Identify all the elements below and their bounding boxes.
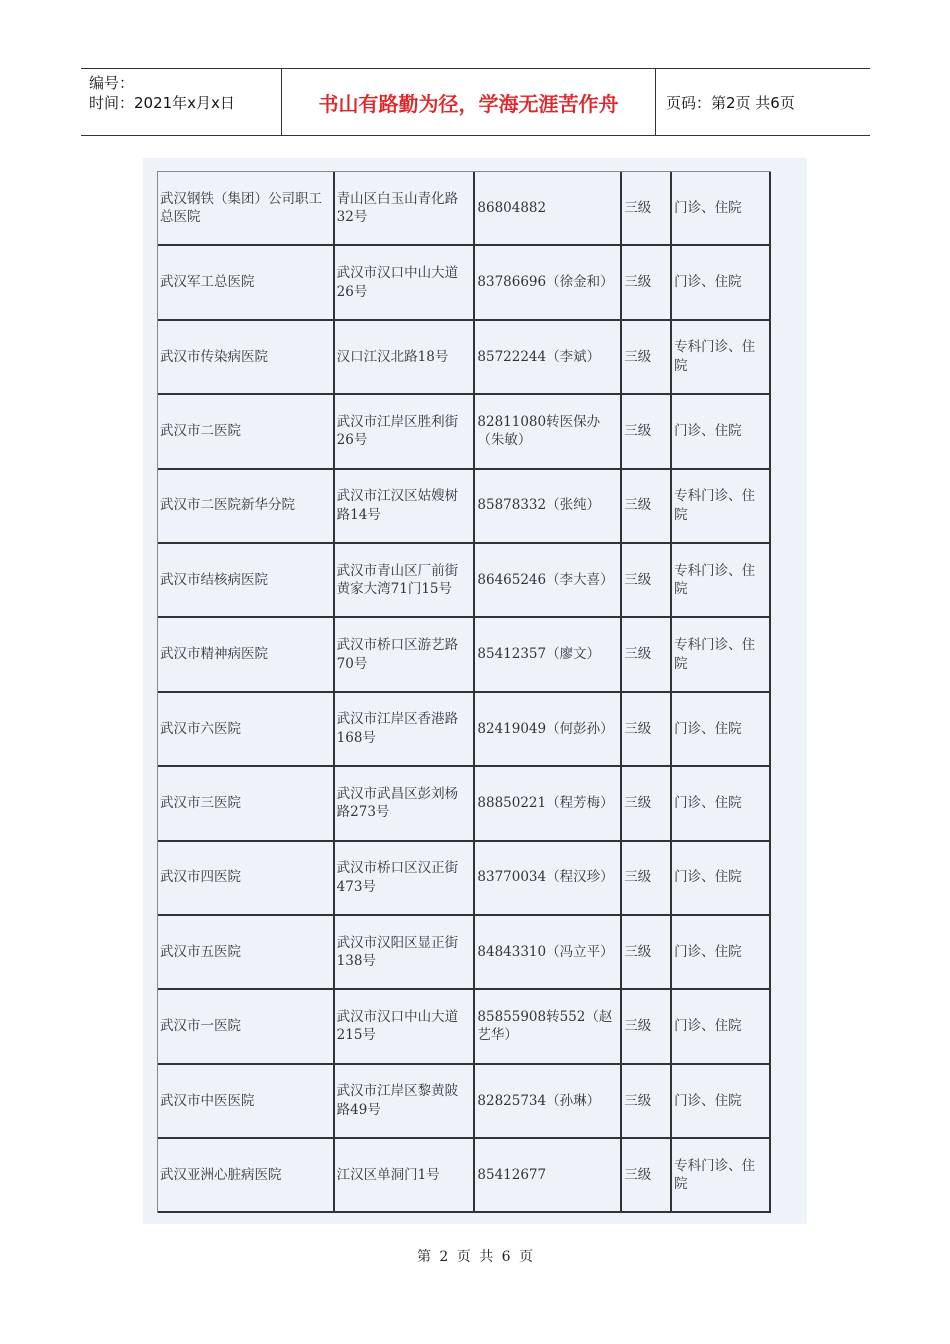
table-row bbox=[158, 767, 771, 841]
hospital-name-cell: 武汉市传染病医院 bbox=[158, 321, 335, 395]
service-cell: 专科门诊、住院 bbox=[672, 470, 771, 544]
address-cell: 武汉市桥口区汉正街473号 bbox=[335, 842, 476, 916]
service-cell: 专科门诊、住院 bbox=[672, 544, 771, 618]
address-cell: 江汉区单洞门1号 bbox=[335, 1139, 476, 1213]
phone-cell: 85412677 bbox=[475, 1139, 622, 1213]
phone-cell: 86465246（李大喜） bbox=[475, 544, 622, 618]
level-cell: 三级 bbox=[622, 618, 672, 692]
hospital-name-cell: 武汉钢铁（集团）公司职工总医院 bbox=[158, 172, 335, 246]
level-cell: 三级 bbox=[622, 470, 672, 544]
level-cell: 三级 bbox=[622, 172, 672, 246]
table-row bbox=[158, 1065, 771, 1139]
table-row bbox=[158, 693, 771, 767]
page-header bbox=[81, 68, 870, 136]
table-row bbox=[158, 842, 771, 916]
address-cell: 武汉市江岸区香港路168号 bbox=[335, 693, 476, 767]
hospital-name-cell: 武汉军工总医院 bbox=[158, 246, 335, 320]
page-footer: 第 2 页 共 6 页 bbox=[416, 1249, 534, 1265]
header-page-info: 页码：第2页 共6页 bbox=[666, 93, 795, 112]
table-row bbox=[158, 544, 771, 618]
service-cell: 门诊、住院 bbox=[672, 767, 771, 841]
header-meta bbox=[81, 69, 282, 135]
phone-cell: 83786696（徐金和） bbox=[475, 246, 622, 320]
service-cell: 门诊、住院 bbox=[672, 395, 771, 469]
table-row bbox=[158, 916, 771, 990]
service-cell: 门诊、住院 bbox=[672, 916, 771, 990]
level-cell: 三级 bbox=[622, 321, 672, 395]
table-row bbox=[158, 470, 771, 544]
phone-cell: 83770034（程汉珍） bbox=[475, 842, 622, 916]
service-cell: 门诊、住院 bbox=[672, 693, 771, 767]
hospital-name-cell: 武汉市结核病医院 bbox=[158, 544, 335, 618]
phone-cell: 82811080转医保办（朱敏） bbox=[475, 395, 622, 469]
document-time-label: 时间：2021年x月x日 bbox=[89, 94, 235, 112]
phone-cell: 82825734（孙琳） bbox=[475, 1065, 622, 1139]
level-cell: 三级 bbox=[622, 1065, 672, 1139]
level-cell: 三级 bbox=[622, 544, 672, 618]
hospital-table-body bbox=[158, 172, 771, 1213]
address-cell: 青山区白玉山青化路32号 bbox=[335, 172, 476, 246]
hospital-name-cell: 武汉亚洲心脏病医院 bbox=[158, 1139, 335, 1213]
service-cell: 门诊、住院 bbox=[672, 172, 771, 246]
address-cell: 武汉市汉口中山大道215号 bbox=[335, 990, 476, 1064]
phone-cell: 84843310（冯立平） bbox=[475, 916, 622, 990]
phone-cell: 85855908转552（赵艺华） bbox=[475, 990, 622, 1064]
phone-cell: 82419049（何彭孙） bbox=[475, 693, 622, 767]
address-cell: 武汉市江汉区姑嫂树路14号 bbox=[335, 470, 476, 544]
address-cell: 武汉市汉口中山大道26号 bbox=[335, 246, 476, 320]
phone-cell: 85722244（李斌） bbox=[475, 321, 622, 395]
table-row bbox=[158, 395, 771, 469]
phone-cell: 86804882 bbox=[475, 172, 622, 246]
service-cell: 专科门诊、住院 bbox=[672, 618, 771, 692]
address-cell: 武汉市桥口区游艺路70号 bbox=[335, 618, 476, 692]
service-cell: 门诊、住院 bbox=[672, 990, 771, 1064]
level-cell: 三级 bbox=[622, 246, 672, 320]
phone-cell: 85878332（张纯） bbox=[475, 470, 622, 544]
table-row bbox=[158, 618, 771, 692]
table-row bbox=[158, 321, 771, 395]
phone-cell: 85412357（廖文） bbox=[475, 618, 622, 692]
document-number-label: 编号： bbox=[89, 74, 135, 92]
hospital-name-cell: 武汉市精神病医院 bbox=[158, 618, 335, 692]
hospital-name-cell: 武汉市五医院 bbox=[158, 916, 335, 990]
service-cell: 门诊、住院 bbox=[672, 246, 771, 320]
address-cell: 汉口江汉北路18号 bbox=[335, 321, 476, 395]
hospital-table bbox=[157, 171, 771, 1213]
address-cell: 武汉市青山区厂前街黄家大湾71门15号 bbox=[335, 544, 476, 618]
hospital-name-cell: 武汉市二医院新华分院 bbox=[158, 470, 335, 544]
level-cell: 三级 bbox=[622, 842, 672, 916]
level-cell: 三级 bbox=[622, 1139, 672, 1213]
service-cell: 门诊、住院 bbox=[672, 1065, 771, 1139]
level-cell: 三级 bbox=[622, 693, 672, 767]
service-cell: 专科门诊、住院 bbox=[672, 321, 771, 395]
level-cell: 三级 bbox=[622, 990, 672, 1064]
address-cell: 武汉市江岸区胜利街26号 bbox=[335, 395, 476, 469]
hospital-name-cell: 武汉市一医院 bbox=[158, 990, 335, 1064]
service-cell: 专科门诊、住院 bbox=[672, 1139, 771, 1213]
table-row bbox=[158, 246, 771, 320]
phone-cell: 88850221（程芳梅） bbox=[475, 767, 622, 841]
header-motto: 书山有路勤为径，学海无涯苦作舟 bbox=[282, 69, 656, 135]
hospital-name-cell: 武汉市中医医院 bbox=[158, 1065, 335, 1139]
hospital-name-cell: 武汉市二医院 bbox=[158, 395, 335, 469]
hospital-name-cell: 武汉市四医院 bbox=[158, 842, 335, 916]
level-cell: 三级 bbox=[622, 767, 672, 841]
address-cell: 武汉市汉阳区显正街138号 bbox=[335, 916, 476, 990]
hospital-name-cell: 武汉市六医院 bbox=[158, 693, 335, 767]
hospital-name-cell: 武汉市三医院 bbox=[158, 767, 335, 841]
address-cell: 武汉市武昌区彭刘杨路273号 bbox=[335, 767, 476, 841]
service-cell: 门诊、住院 bbox=[672, 842, 771, 916]
level-cell: 三级 bbox=[622, 395, 672, 469]
table-row bbox=[158, 990, 771, 1064]
level-cell: 三级 bbox=[622, 916, 672, 990]
address-cell: 武汉市江岸区黎黄陂路49号 bbox=[335, 1065, 476, 1139]
table-row bbox=[158, 1139, 771, 1213]
table-row bbox=[158, 172, 771, 246]
